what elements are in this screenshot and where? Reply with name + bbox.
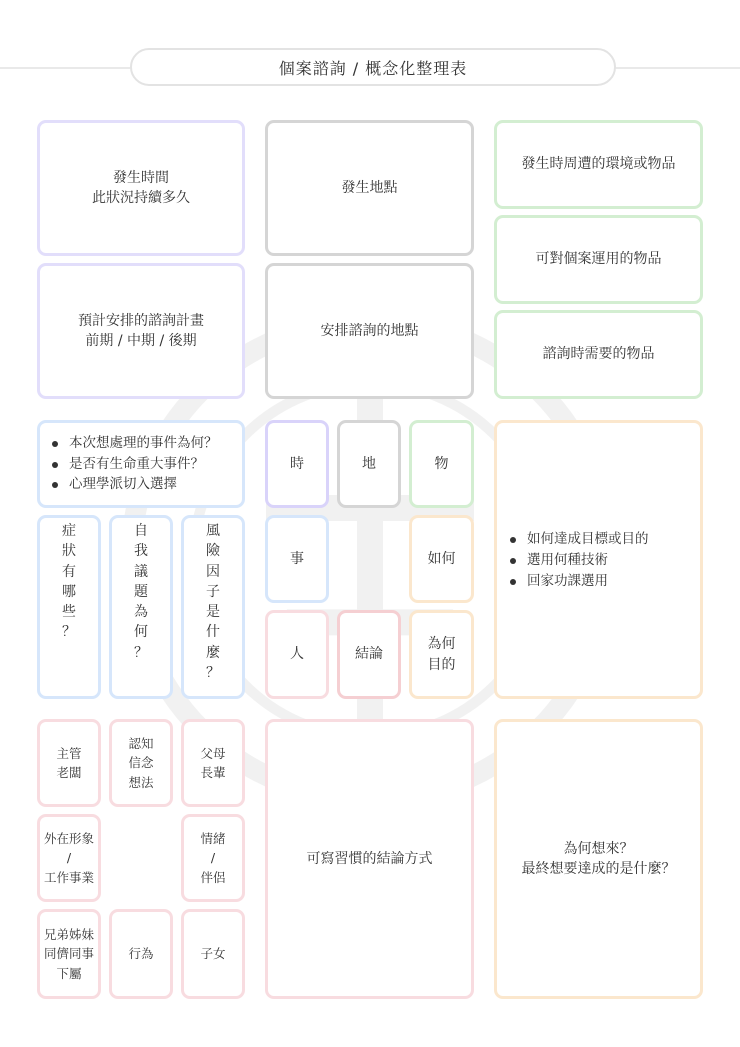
environment-items-box [494,120,703,209]
symptoms-char: 症 [62,523,76,539]
occurrence-place-box [265,120,474,256]
why-come-box [494,719,703,999]
appearance-box [37,814,101,902]
supervisor-label: 主管 老闆 [56,745,82,780]
needed-items-box [494,310,703,399]
usable-items-label: 可對個案運用的物品 [535,251,662,268]
goal-item: 選用何種技術 [507,550,649,571]
risk-factors-column [181,515,245,699]
grid-time-label: 時 [290,455,304,472]
risk-factors-char: 險 [206,543,220,560]
questions-list [49,433,218,496]
children-label: 子女 [200,946,226,962]
goal-item: 回家功課選用 [507,571,649,592]
symptoms-char: 些 [62,604,76,621]
grid-place-cell [337,420,401,508]
siblings-box [37,909,101,999]
needed-items-label: 諮詢時需要的物品 [542,346,655,363]
symptoms-char: 狀 [62,543,76,560]
behavior-label: 行為 [128,946,154,962]
grid-place-label: 地 [362,455,376,472]
grid-conclusion-label: 結論 [355,646,383,663]
goals-box [494,420,703,699]
goals-list [507,529,649,592]
grid-why-cell [409,610,474,699]
self-topics-char: 議 [134,563,148,580]
parents-box [181,719,245,807]
emotion-box [181,814,245,902]
usable-items-box [494,215,703,304]
environment-items-label: 發生時周遭的環境或物品 [521,156,676,173]
consult-plan-box [37,263,245,399]
supervisor-box [37,719,101,807]
question-item: 本次想處理的事件為何？ [49,433,218,454]
self-topics-column [109,515,173,699]
risk-factors-char: 什 [206,624,220,641]
duration-label: 此狀況持續多久 [92,190,190,206]
occurrence-place-label: 發生地點 [341,179,398,196]
grid-how-label: 如何 [427,550,456,567]
siblings-label: 兄弟姊妹 同儕同事 下屬 [43,926,94,981]
occurrence-time-box [37,120,245,256]
self-topics-char: ？ [134,644,148,661]
risk-factors-char: ？ [206,665,220,682]
appearance-label: 外在形象 / 工作事業 [43,830,94,885]
consult-phases-label: 前期 / 中期 / 後期 [85,333,197,349]
goal-item: 如何達成目標或目的 [507,529,649,550]
self-topics-char: 為 [134,604,148,621]
grid-why-label: 為何 目的 [427,636,456,673]
questions-box [37,420,245,508]
children-box [181,909,245,999]
question-item: 心理學派切入選擇 [49,474,218,495]
risk-factors-char: 麼 [206,644,220,661]
occurrence-time-label: 發生時間 [113,169,169,186]
symptoms-char: 哪 [62,583,76,600]
cognition-label: 認知 信念 想法 [128,735,154,790]
conclusion-habit-box [265,719,474,999]
consult-plan-label: 預計安排的諮詢計畫 [78,312,204,329]
grid-event-label: 事 [290,550,304,567]
risk-factors-char: 因 [206,563,220,580]
grid-conclusion-cell [337,610,401,699]
risk-factors-char: 子 [206,583,220,600]
conclusion-habit-label: 可寫習慣的結論方式 [306,850,433,867]
grid-person-label: 人 [290,646,304,663]
consult-place-label: 安排諮詢的地點 [320,322,419,339]
page-title: 個案諮詢 / 概念化整理表 [130,48,616,86]
grid-object-label: 物 [434,455,449,472]
grid-event-cell [265,515,329,603]
cognition-box [109,719,173,807]
self-topics-char: 自 [134,523,148,539]
grid-time-cell [265,420,329,508]
emotion-label: 情緒 / 伴侶 [200,830,226,885]
symptoms-char: ？ [62,624,76,641]
self-topics-char: 題 [134,583,148,600]
grid-object-cell [409,420,474,508]
grid-how-cell [409,515,474,603]
risk-factors-char: 是 [206,604,220,621]
consult-place-box [265,263,474,399]
risk-factors-char: 風 [206,523,220,539]
final-goal-label: 最終想要達成的是什麼？ [521,861,676,877]
symptoms-column [37,515,101,699]
parents-label: 父母 長輩 [200,745,226,780]
question-item: 是否有生命重大事件？ [49,454,218,475]
grid-person-cell [265,610,329,699]
symptoms-char: 有 [62,563,76,580]
self-topics-char: 我 [134,543,148,560]
why-come-label: 為何想來？ [563,840,634,857]
self-topics-char: 何 [134,624,148,641]
behavior-box [109,909,173,999]
